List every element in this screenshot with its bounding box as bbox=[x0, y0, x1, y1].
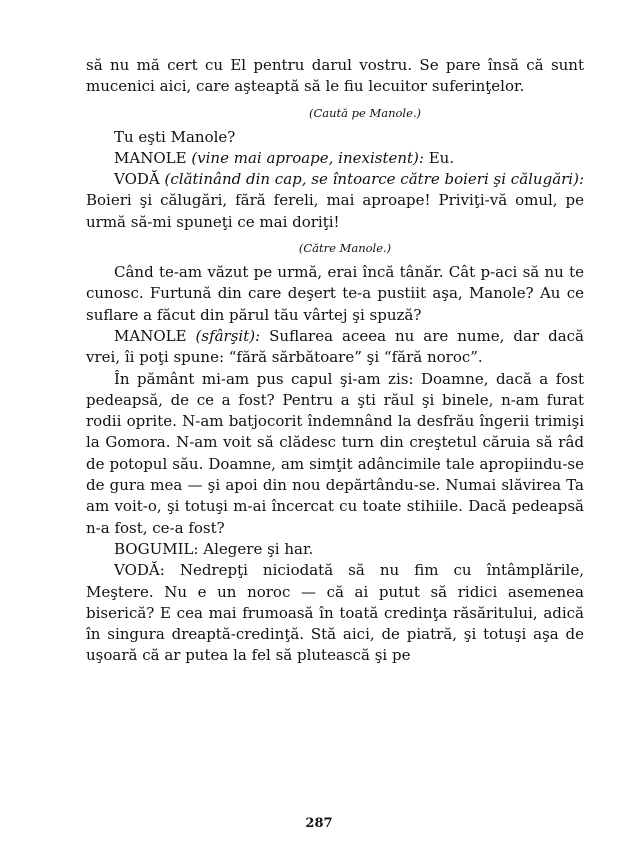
paragraph-5: Când te-am văzut pe urmă, erai încă tânăr. Cât p-aci să nu te cunosc. Furtună din care deşert te-a pustiit aşa, Manole? Au ce suflare a făcut din părul tău vârtej şi spuză? bbox=[86, 263, 584, 324]
paragraph-2: Tu eşti Manole? bbox=[114, 127, 236, 146]
line-text: Nedrepţi niciodată să nu fim cu întâmplările, Meştere. Nu e un noroc — că ai putut să ridici asemenea biserică? E cea mai frumoasă în toată credinţa răsăritului, adică în singura dreaptă-credinţă. Stă aici, de piatră, şi totuşi aşa de uşoară că ar putea la fel să plutească şi pe bbox=[86, 561, 584, 665]
line-text: Boieri şi călugări, fără fereli, mai aproape! Priviţi-vă omul, pe urmă să-mi spuneţi ce mai doriţi! bbox=[86, 191, 584, 231]
paragraph-9 bbox=[86, 560, 584, 666]
stage-direction-inline: (clătinând din cap, se întoarce către boieri şi călugări): bbox=[164, 170, 585, 189]
page-text bbox=[86, 55, 584, 667]
paragraph-7: În pământ mi-am pus capul şi-am zis: Doamne, dacă a fost pedeapsă, de ce a fost? Pentru a şti răul şi binele, n-am furat rodii oprite. N-am batjocorit îndemnând la desfrău îngerii trimişi la Gomora. N-am voit să clădesc turn din creştetul căruia să râd de potopul său. Doamne, am simţit adâncimile tale apropiindu-se de gura mea — şi apoi din nou depărtându-se. Numai slăvirea Ta am voit-o, şi totuşi m-ai încercat cu toate stihiile. Dacă pedeapsă n-a fost, ce-a fost? bbox=[86, 369, 584, 537]
line-text: Eu. bbox=[423, 148, 455, 167]
speaker-bogumil: BOGUMIL: bbox=[114, 539, 199, 558]
paragraph-1: să nu mă cert cu El pentru darul vostru. Se pare însă că sunt mucenici aici, care aşteaptă să le fiu lecuitor suferinţelor. bbox=[86, 56, 584, 96]
paragraph-6 bbox=[86, 326, 584, 369]
speaker-manole: MANOLE bbox=[114, 148, 187, 167]
paragraph-3 bbox=[86, 148, 584, 169]
stage-direction-inline: (vine mai aproape, inexistent): bbox=[191, 148, 424, 167]
stage-direction-1: (Caută pe Manole.) bbox=[308, 105, 422, 120]
page-number: 287 bbox=[305, 816, 333, 831]
line-text: Alegere şi har. bbox=[198, 539, 314, 558]
speaker-voda: VODĂ: bbox=[114, 561, 165, 580]
paragraph-8 bbox=[86, 539, 584, 560]
stage-direction-inline: (sfârşit): bbox=[195, 326, 261, 345]
speaker-voda: VODĂ bbox=[114, 170, 160, 189]
speaker-manole: MANOLE bbox=[114, 326, 187, 345]
paragraph-4 bbox=[86, 169, 584, 233]
line-text: Suflarea aceea nu are nume, dar dacă vrei, îi poţi spune: “fără sărbătoare” şi “fără noroc”. bbox=[86, 326, 584, 367]
stage-direction-2: (Către Manole.) bbox=[298, 241, 392, 256]
